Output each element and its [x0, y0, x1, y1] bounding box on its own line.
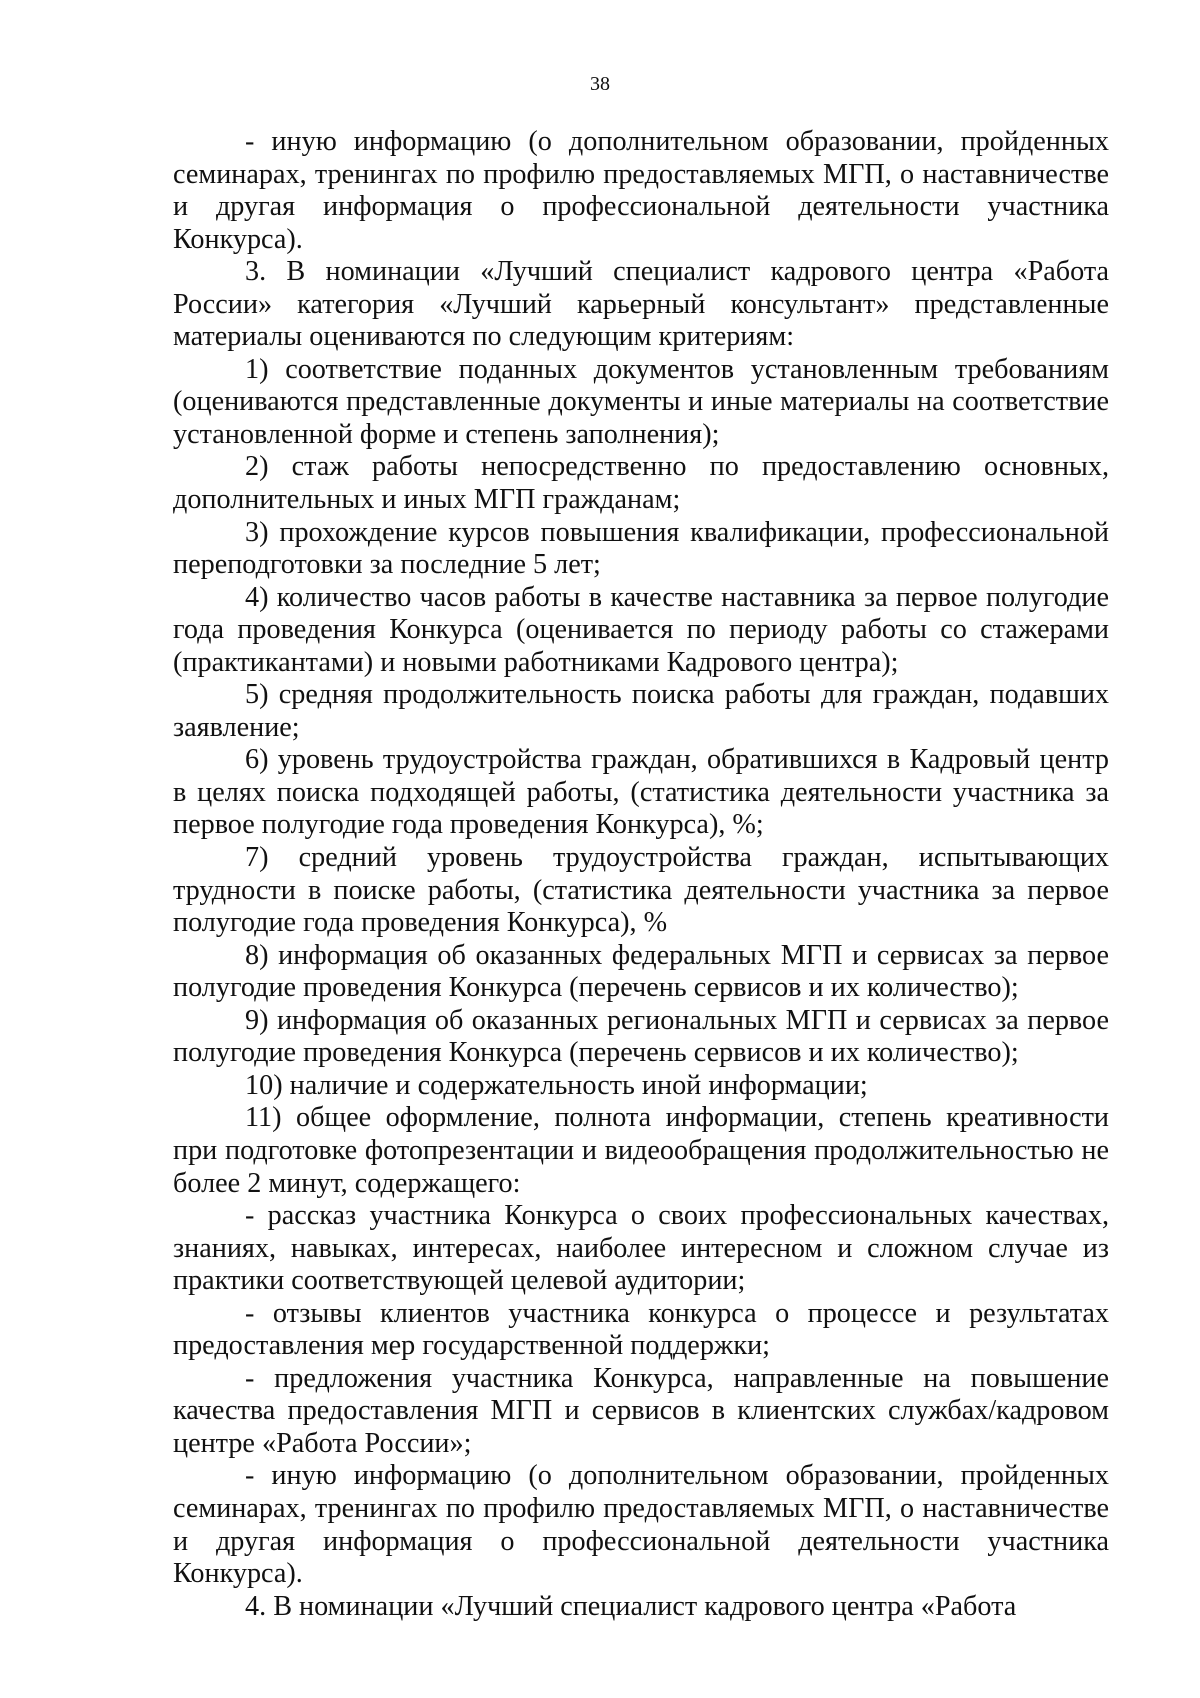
document-body [173, 126, 1109, 1623]
criterion-8: 8) информация об оказанных федеральных МГП и сервисах за первое полугодие проведения Конкурса (перечень сервисов и их количество); [173, 939, 1109, 1004]
criterion-4: 4) количество часов работы в качестве наставника за первое полугодие года проведения Конкурса (оценивается по периоду работы со стажерами (практикантами) и новыми работниками Кадрового центра); [173, 581, 1109, 678]
paragraph-other-info-2: - иную информацию (о дополнительном образовании, пройденных семинарах, тренингах по профилю предоставляемых МГП, о наставничестве и другая информация о профессиональной деятельности участника Конкурса). [173, 1460, 1109, 1590]
paragraph-nomination-4: 4. В номинации «Лучший специалист кадрового центра «Работа [245, 1590, 1017, 1622]
page-number: 38 [590, 73, 610, 95]
criterion-1: 1) соответствие поданных документов установленным требованиям (оцениваются представленные документы и иные материалы на соответствие установленной форме и степень заполнения); [173, 353, 1109, 450]
criterion-9: 9) информация об оказанных региональных МГП и сервисах за первое полугодие проведения Конкурса (перечень сервисов и их количество); [173, 1004, 1109, 1069]
criterion-7: 7) средний уровень трудоустройства граждан, испытывающих трудности в поиске работы, (статистика деятельности участника за первое полугодие года проведения Конкурса), % [173, 842, 1109, 939]
criterion-2: 2) стаж работы непосредственно по предоставлению основных, дополнительных и иных МГП гражданам; [173, 451, 1109, 516]
criterion-5: 5) средняя продолжительность поиска работы для граждан, подавших заявление; [173, 679, 1109, 743]
criterion-10: 10) наличие и содержательность иной информации; [245, 1069, 868, 1101]
video-item-proposals: - предложения участника Конкурса, направленные на повышение качества предоставления МГП и сервисов в клиентских службах/кадровом центре «Работа России»; [173, 1362, 1109, 1459]
criterion-11: 11) общее оформление, полнота информации, степень креативности при подготовке фотопрезентации и видеообращения продолжительностью не более 2 минут, содержащего: [173, 1102, 1109, 1199]
paragraph-other-info-1: - иную информацию (о дополнительном образовании, пройденных семинарах, тренингах по профилю предоставляемых МГП, о наставничестве и другая информация о профессиональной деятельности участника Конкурса). [173, 126, 1109, 255]
paragraph-nomination-3: 3. В номинации «Лучший специалист кадрового центра «Работа России» категория «Лучший карьерный консультант» представленные материалы оцениваются по следующим критериям: [173, 256, 1109, 353]
video-item-story: - рассказ участника Конкурса о своих профессиональных качествах, знаниях, навыках, интересах, наиболее интересном и сложном случае из практики соответствующей целевой аудитории; [173, 1200, 1109, 1297]
criterion-6: 6) уровень трудоустройства граждан, обратившихся в Кадровый центр в целях поиска подходящей работы, (статистика деятельности участника за первое полугодие года проведения Конкурса), %; [173, 744, 1109, 841]
criterion-3: 3) прохождение курсов повышения квалификации, профессиональной переподготовки за последние 5 лет; [173, 516, 1109, 581]
video-item-reviews: - отзывы клиентов участника конкурса о процессе и результатах предоставления мер государственной поддержки; [173, 1297, 1109, 1362]
